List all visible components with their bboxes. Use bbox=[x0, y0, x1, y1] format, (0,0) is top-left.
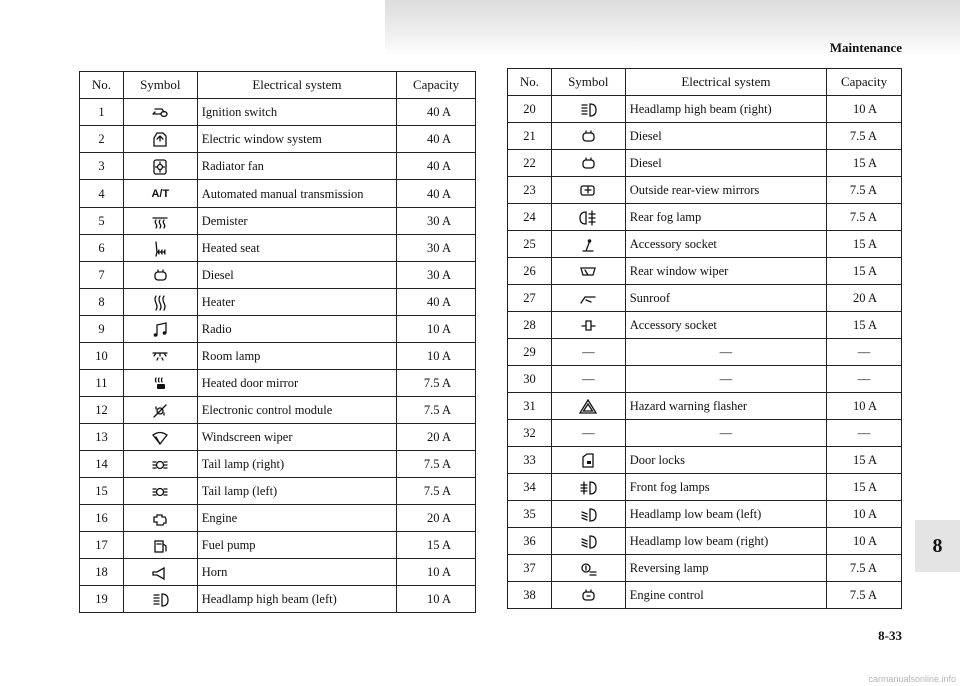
fuse-table-right bbox=[507, 68, 902, 609]
electrical-system: Radio bbox=[197, 316, 396, 343]
fuse-symbol bbox=[123, 586, 197, 613]
fuse-number: 37 bbox=[508, 555, 552, 582]
diesel-icon bbox=[150, 266, 170, 286]
fuse-number: 20 bbox=[508, 96, 552, 123]
sunroof-icon bbox=[578, 289, 598, 309]
fuse-capacity: 7.5 A bbox=[827, 123, 902, 150]
reversing-lamp-icon bbox=[578, 559, 598, 579]
fuse-symbol bbox=[551, 258, 625, 285]
electrical-system: Sunroof bbox=[625, 285, 826, 312]
fuse-symbol bbox=[123, 343, 197, 370]
fuse-capacity: 7.5 A bbox=[397, 451, 476, 478]
fuse-number: 16 bbox=[80, 505, 124, 532]
fuse-symbol bbox=[123, 289, 197, 316]
electrical-system: Outside rear-view mirrors bbox=[625, 177, 826, 204]
diesel-icon bbox=[578, 127, 598, 147]
rear-fog-icon bbox=[578, 208, 598, 228]
fuse-capacity: 7.5 A bbox=[827, 555, 902, 582]
fuse-number: 25 bbox=[508, 231, 552, 258]
engine-icon bbox=[150, 509, 170, 529]
fuse-number: 38 bbox=[508, 582, 552, 609]
fuse-number: 3 bbox=[80, 153, 124, 180]
table-row bbox=[508, 204, 902, 231]
fuse-symbol bbox=[123, 208, 197, 235]
key-icon bbox=[150, 103, 170, 123]
fuse-capacity: 20 A bbox=[397, 505, 476, 532]
fuse-symbol bbox=[551, 96, 625, 123]
header-no: No. bbox=[80, 72, 124, 99]
fuse-capacity: 10 A bbox=[827, 96, 902, 123]
fuse-number: 23 bbox=[508, 177, 552, 204]
fuse-number: 2 bbox=[80, 126, 124, 153]
fuse-symbol bbox=[551, 123, 625, 150]
table-row bbox=[80, 180, 476, 208]
electrical-system: Diesel bbox=[197, 262, 396, 289]
radiator-fan-icon bbox=[150, 157, 170, 177]
table-row bbox=[508, 582, 902, 609]
fuse-symbol: — bbox=[551, 339, 625, 366]
fuse-symbol bbox=[123, 559, 197, 586]
fuse-symbol bbox=[551, 177, 625, 204]
table-row bbox=[508, 366, 902, 393]
fuse-symbol bbox=[123, 235, 197, 262]
electrical-system: Headlamp high beam (right) bbox=[625, 96, 826, 123]
fuse-symbol bbox=[123, 153, 197, 180]
table-row bbox=[80, 126, 476, 153]
electrical-system: Horn bbox=[197, 559, 396, 586]
fuse-capacity: 15 A bbox=[827, 258, 902, 285]
table-row bbox=[80, 586, 476, 613]
fuse-symbol bbox=[123, 126, 197, 153]
fuse-symbol bbox=[551, 312, 625, 339]
room-lamp-icon bbox=[150, 347, 170, 367]
watermark: carmanualsonline.info bbox=[868, 674, 956, 684]
electrical-system: Hazard warning flasher bbox=[625, 393, 826, 420]
fuse-symbol bbox=[551, 231, 625, 258]
power-window-icon bbox=[150, 130, 170, 150]
electrical-system: Fuel pump bbox=[197, 532, 396, 559]
table-row bbox=[508, 528, 902, 555]
electrical-system: Automated manual transmission bbox=[197, 180, 396, 208]
fuse-capacity: 10 A bbox=[827, 393, 902, 420]
rear-wiper-icon bbox=[578, 262, 598, 282]
fuse-number: 31 bbox=[508, 393, 552, 420]
fuse-capacity: 15 A bbox=[827, 447, 902, 474]
electrical-system: Heater bbox=[197, 289, 396, 316]
table-row bbox=[80, 559, 476, 586]
table-row bbox=[80, 235, 476, 262]
table-row bbox=[80, 208, 476, 235]
fuse-capacity: — bbox=[827, 366, 902, 393]
fuse-capacity: — bbox=[827, 339, 902, 366]
fuse-number: 14 bbox=[80, 451, 124, 478]
door-lock-icon bbox=[578, 451, 598, 471]
fuse-number: 6 bbox=[80, 235, 124, 262]
fuse-number: 22 bbox=[508, 150, 552, 177]
fuse-capacity: 40 A bbox=[397, 99, 476, 126]
table-row bbox=[508, 420, 902, 447]
fuse-number: 33 bbox=[508, 447, 552, 474]
fuse-capacity: 10 A bbox=[827, 528, 902, 555]
fuel-pump-icon bbox=[150, 536, 170, 556]
fuse-symbol: — bbox=[551, 420, 625, 447]
chapter-tab bbox=[915, 520, 960, 572]
electrical-system: Front fog lamps bbox=[625, 474, 826, 501]
fuse-capacity: 20 A bbox=[397, 424, 476, 451]
table-row bbox=[80, 478, 476, 505]
fuse-number: 5 bbox=[80, 208, 124, 235]
electrical-system: Headlamp low beam (left) bbox=[625, 501, 826, 528]
accessory-socket-2-icon bbox=[578, 316, 598, 336]
table-row bbox=[508, 177, 902, 204]
fuse-capacity: 30 A bbox=[397, 208, 476, 235]
fuse-number: 35 bbox=[508, 501, 552, 528]
fuse-symbol bbox=[551, 150, 625, 177]
fuse-capacity: 7.5 A bbox=[827, 204, 902, 231]
fuse-symbol bbox=[123, 397, 197, 424]
fuse-capacity: 10 A bbox=[397, 343, 476, 370]
table-row bbox=[80, 343, 476, 370]
electrical-system: Headlamp high beam (left) bbox=[197, 586, 396, 613]
fuse-symbol bbox=[123, 180, 197, 208]
fuse-number: 17 bbox=[80, 532, 124, 559]
wiper-icon bbox=[150, 428, 170, 448]
electrical-system: Diesel bbox=[625, 123, 826, 150]
engine-control-icon bbox=[578, 586, 598, 606]
heater-icon bbox=[150, 293, 170, 313]
hazard-icon bbox=[578, 397, 598, 417]
electrical-system: Radiator fan bbox=[197, 153, 396, 180]
fuse-capacity: 20 A bbox=[827, 285, 902, 312]
fuse-number: 24 bbox=[508, 204, 552, 231]
table-row bbox=[80, 370, 476, 397]
fuse-number: 28 bbox=[508, 312, 552, 339]
electrical-system: Electronic control module bbox=[197, 397, 396, 424]
fuse-table-left bbox=[79, 71, 476, 613]
table-row bbox=[508, 285, 902, 312]
fuse-symbol bbox=[551, 528, 625, 555]
fuse-number: 8 bbox=[80, 289, 124, 316]
fuse-number: 15 bbox=[80, 478, 124, 505]
radio-icon bbox=[150, 320, 170, 340]
table-row bbox=[80, 316, 476, 343]
table-header-row bbox=[508, 69, 902, 96]
fuse-symbol bbox=[551, 447, 625, 474]
header-no: No. bbox=[508, 69, 552, 96]
fuse-capacity: 15 A bbox=[827, 312, 902, 339]
fuse-symbol bbox=[123, 424, 197, 451]
electrical-system: Headlamp low beam (right) bbox=[625, 528, 826, 555]
fuse-symbol bbox=[123, 532, 197, 559]
fuse-number: 34 bbox=[508, 474, 552, 501]
electrical-system: — bbox=[625, 339, 826, 366]
electrical-system: Diesel bbox=[625, 150, 826, 177]
fuse-number: 36 bbox=[508, 528, 552, 555]
table-row bbox=[508, 501, 902, 528]
fuse-number: 32 bbox=[508, 420, 552, 447]
table-row bbox=[508, 258, 902, 285]
fuse-number: 26 bbox=[508, 258, 552, 285]
electrical-system: Electric window system bbox=[197, 126, 396, 153]
fuse-capacity: 7.5 A bbox=[827, 177, 902, 204]
fuse-capacity: 7.5 A bbox=[397, 478, 476, 505]
electrical-system: Engine control bbox=[625, 582, 826, 609]
amt-icon: A/T bbox=[151, 188, 170, 200]
table-header-row bbox=[80, 72, 476, 99]
accessory-socket-icon bbox=[578, 235, 598, 255]
fuse-symbol bbox=[123, 316, 197, 343]
diesel-icon bbox=[578, 154, 598, 174]
chapter-number: 8 bbox=[932, 534, 943, 557]
electrical-system: Tail lamp (right) bbox=[197, 451, 396, 478]
fuse-symbol bbox=[551, 204, 625, 231]
fuse-capacity: 15 A bbox=[827, 150, 902, 177]
fuse-symbol bbox=[551, 474, 625, 501]
front-fog-icon bbox=[578, 478, 598, 498]
electrical-system: Accessory socket bbox=[625, 231, 826, 258]
high-beam-icon bbox=[150, 590, 170, 610]
header-electrical-system: Electrical system bbox=[625, 69, 826, 96]
fuse-number: 19 bbox=[80, 586, 124, 613]
electrical-system: — bbox=[625, 420, 826, 447]
tail-lamp-icon bbox=[150, 455, 170, 475]
header-symbol: Symbol bbox=[551, 69, 625, 96]
fuse-symbol bbox=[123, 451, 197, 478]
fuse-symbol bbox=[551, 582, 625, 609]
electrical-system: Engine bbox=[197, 505, 396, 532]
fuse-number: 10 bbox=[80, 343, 124, 370]
table-row bbox=[508, 150, 902, 177]
table-row bbox=[508, 474, 902, 501]
table-row bbox=[80, 505, 476, 532]
fuse-capacity: 7.5 A bbox=[397, 397, 476, 424]
ecu-icon bbox=[150, 401, 170, 421]
electrical-system: Accessory socket bbox=[625, 312, 826, 339]
low-beam-icon bbox=[578, 505, 598, 525]
table-row bbox=[508, 123, 902, 150]
fuse-capacity: 10 A bbox=[397, 586, 476, 613]
electrical-system: — bbox=[625, 366, 826, 393]
horn-icon bbox=[150, 563, 170, 583]
demister-icon bbox=[150, 212, 170, 232]
fuse-number: 29 bbox=[508, 339, 552, 366]
table-row bbox=[508, 231, 902, 258]
fuse-number: 1 bbox=[80, 99, 124, 126]
fuse-number: 4 bbox=[80, 180, 124, 208]
electrical-system: Heated seat bbox=[197, 235, 396, 262]
fuse-capacity: 10 A bbox=[397, 559, 476, 586]
fuse-number: 9 bbox=[80, 316, 124, 343]
electrical-system: Door locks bbox=[625, 447, 826, 474]
fuse-symbol bbox=[551, 555, 625, 582]
table-row bbox=[508, 393, 902, 420]
fuse-capacity: 15 A bbox=[827, 231, 902, 258]
fuse-symbol bbox=[123, 478, 197, 505]
table-row bbox=[508, 555, 902, 582]
table-row bbox=[508, 312, 902, 339]
fuse-symbol bbox=[123, 370, 197, 397]
electrical-system: Windscreen wiper bbox=[197, 424, 396, 451]
electrical-system: Heated door mirror bbox=[197, 370, 396, 397]
table-row bbox=[508, 447, 902, 474]
header-capacity: Capacity bbox=[827, 69, 902, 96]
heated-mirror-icon bbox=[150, 374, 170, 394]
fuse-symbol bbox=[551, 393, 625, 420]
fuse-number: 21 bbox=[508, 123, 552, 150]
table-row bbox=[80, 99, 476, 126]
electrical-system: Rear fog lamp bbox=[625, 204, 826, 231]
fuse-symbol bbox=[123, 99, 197, 126]
fuse-number: 30 bbox=[508, 366, 552, 393]
fuse-capacity: 30 A bbox=[397, 262, 476, 289]
fuse-capacity: 40 A bbox=[397, 126, 476, 153]
fuse-symbol bbox=[551, 501, 625, 528]
fuse-capacity: 40 A bbox=[397, 289, 476, 316]
electrical-system: Ignition switch bbox=[197, 99, 396, 126]
table-row bbox=[80, 424, 476, 451]
electrical-system: Reversing lamp bbox=[625, 555, 826, 582]
table-row bbox=[80, 262, 476, 289]
fuse-capacity: 10 A bbox=[827, 501, 902, 528]
fuse-capacity: 15 A bbox=[397, 532, 476, 559]
low-beam-icon bbox=[578, 532, 598, 552]
page-number: 8-33 bbox=[878, 628, 902, 643]
table-row bbox=[80, 451, 476, 478]
fuse-number: 27 bbox=[508, 285, 552, 312]
fuse-symbol bbox=[123, 505, 197, 532]
fuse-capacity: 7.5 A bbox=[827, 582, 902, 609]
heated-seat-icon bbox=[150, 239, 170, 259]
header-electrical-system: Electrical system bbox=[197, 72, 396, 99]
fuse-number: 7 bbox=[80, 262, 124, 289]
table-row bbox=[80, 289, 476, 316]
electrical-system: Rear window wiper bbox=[625, 258, 826, 285]
tail-lamp-icon bbox=[150, 482, 170, 502]
fuse-symbol bbox=[551, 285, 625, 312]
table-row bbox=[80, 153, 476, 180]
fuse-capacity: 10 A bbox=[397, 316, 476, 343]
table-row bbox=[508, 96, 902, 123]
table-row bbox=[80, 532, 476, 559]
fuse-number: 12 bbox=[80, 397, 124, 424]
fuse-capacity: 30 A bbox=[397, 235, 476, 262]
electrical-system: Tail lamp (left) bbox=[197, 478, 396, 505]
fuse-symbol: — bbox=[551, 366, 625, 393]
table-row bbox=[508, 339, 902, 366]
header-capacity: Capacity bbox=[397, 72, 476, 99]
electrical-system: Room lamp bbox=[197, 343, 396, 370]
outside-mirror-icon bbox=[578, 181, 598, 201]
header-symbol: Symbol bbox=[123, 72, 197, 99]
electrical-system: Demister bbox=[197, 208, 396, 235]
fuse-number: 11 bbox=[80, 370, 124, 397]
fuse-symbol bbox=[123, 262, 197, 289]
fuse-capacity: 40 A bbox=[397, 153, 476, 180]
fuse-number: 18 bbox=[80, 559, 124, 586]
table-row bbox=[80, 397, 476, 424]
fuse-capacity: — bbox=[827, 420, 902, 447]
high-beam-icon bbox=[578, 100, 598, 120]
fuse-number: 13 bbox=[80, 424, 124, 451]
section-title: Maintenance bbox=[829, 40, 902, 55]
fuse-capacity: 40 A bbox=[397, 180, 476, 208]
fuse-capacity: 7.5 A bbox=[397, 370, 476, 397]
fuse-capacity: 15 A bbox=[827, 474, 902, 501]
